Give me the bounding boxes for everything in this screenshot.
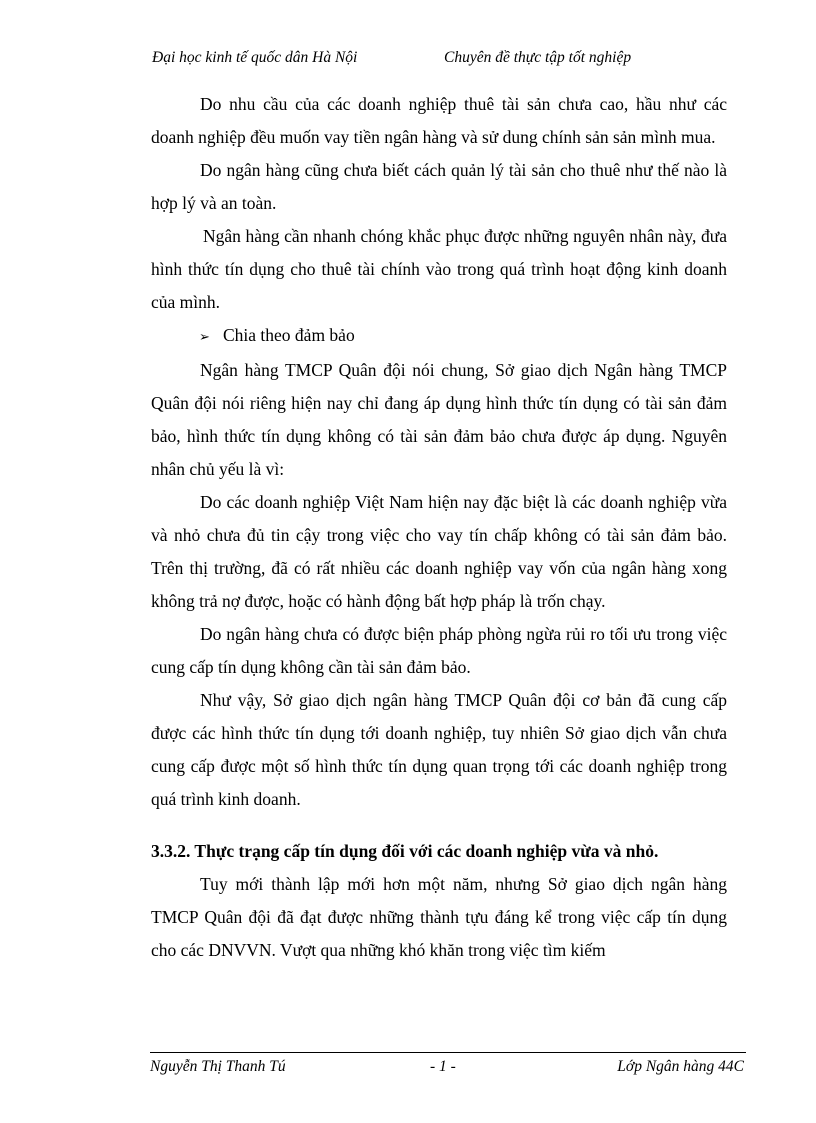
page-number: - 1 - — [430, 1058, 456, 1075]
paragraph-2: Do ngân hàng cũng chưa biết cách quản lý tài sản cho thuê như thế nào là hợp lý và an toàn. — [151, 160, 727, 213]
paragraph-1: Do nhu cầu của các doanh nghiệp thuê tài sản chưa cao, hầu như các doanh nghiệp đều muốn vay tiền ngân hàng và sử dung chính sản sản mình mua. — [151, 94, 727, 147]
footer-class: Lớp Ngân hàng 44C — [617, 1058, 744, 1075]
arrow-bullet-icon: ➢ — [199, 330, 210, 345]
header-university: Đại học kinh tế quốc dân Hà Nội — [152, 49, 358, 66]
bullet-text: Chia theo đảm bảo — [223, 325, 355, 345]
document-body — [151, 88, 727, 967]
paragraph-4: Ngân hàng TMCP Quân đội nói chung, Sở giao dịch Ngân hàng TMCP Quân đội nói riêng hiện nay chỉ đang áp dụng hình thức tín dụng có tài sản đảm bảo, hình thức tín dụng không có tài sản đảm bảo chưa được áp dụng. Nguyên nhân chủ yếu là vì: — [151, 360, 727, 479]
paragraph-5: Do các doanh nghiệp Việt Nam hiện nay đặc biệt là các doanh nghiệp vừa và nhỏ chưa đủ tin cậy trong việc cho vay tín chấp không có tài sản đảm bảo. Trên thị trường, đã có rất nhiều các doanh nghiệp vay vốn của ngân hàng xong không trả nợ được, hoặc có hành động bất hợp pháp là trốn chạy. — [151, 492, 727, 611]
paragraph-3: Ngân hàng cần nhanh chóng khắc phục được những nguyên nhân này, đưa hình thức tín dụng cho thuê tài chính vào trong quá trình hoạt động kinh doanh của mình. — [151, 226, 727, 312]
section-heading: 3.3.2. Thực trạng cấp tín dụng đối với các doanh nghiệp vừa và nhỏ. — [151, 841, 659, 861]
bullet-item — [151, 319, 727, 354]
paragraph-6: Do ngân hàng chưa có được biện pháp phòng ngừa rủi ro tối ưu trong việc cung cấp tín dụng không cần tài sản đảm bảo. — [151, 624, 727, 677]
footer-divider — [150, 1052, 746, 1053]
paragraph-7: Như vậy, Sở giao dịch ngân hàng TMCP Quân đội cơ bản đã cung cấp được các hình thức tín dụng tới doanh nghiệp, tuy nhiên Sở giao dịch vẫn chưa cung cấp được một số hình thức tín dụng quan trọng tới các doanh nghiệp trong quá trình kinh doanh. — [151, 690, 727, 809]
paragraph-8: Tuy mới thành lập mới hơn một năm, nhưng Sở giao dịch ngân hàng TMCP Quân đội đã đạt được những thành tựu đáng kể trong việc cấp tín dụng cho các DNVVN. Vượt qua những khó khăn trong việc tìm kiếm — [151, 874, 727, 960]
header-document-type: Chuyên đề thực tập tốt nghiệp — [444, 49, 632, 66]
footer-author: Nguyễn Thị Thanh Tú — [150, 1058, 286, 1075]
